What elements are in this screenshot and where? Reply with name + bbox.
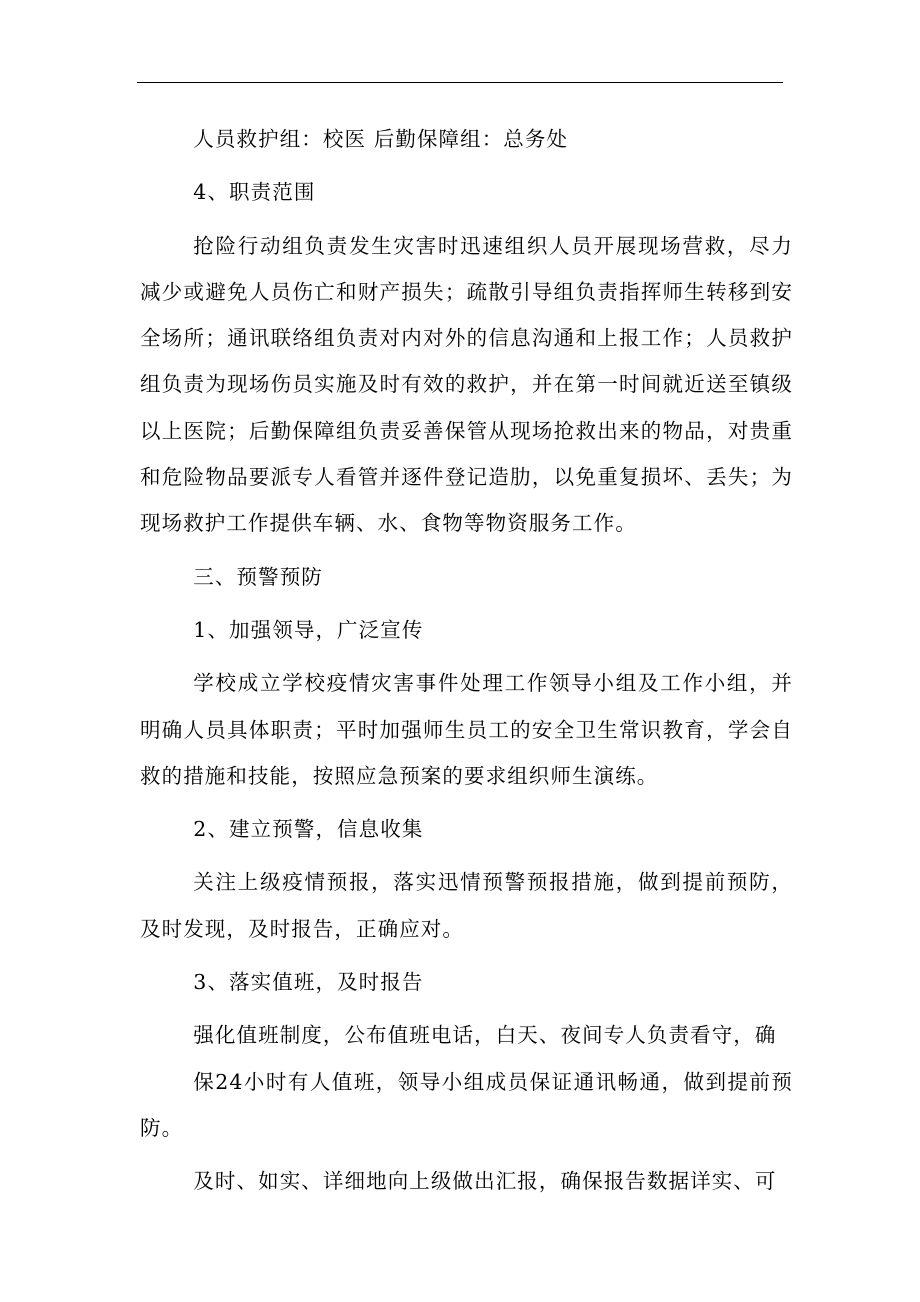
- paragraph-duty-system-line-2: 保24小时有人值班，领导小组成员保证通讯畅通，做到提前预防。: [140, 1069, 793, 1140]
- heading-duty-reporting: 3、落实值班，及时报告: [193, 970, 424, 995]
- paragraph-rescue-and-logistics: 人员救护组：校医 后勤保障组：总务处: [193, 127, 569, 151]
- paragraph-duty-system-line-1: 强化值班制度，公布值班电话，白天、夜间专人负责看守，确: [193, 1023, 777, 1048]
- heading-warning-information: 2、建立预警，信息收集: [193, 817, 424, 842]
- heading-leadership-publicity: 1、加强领导，广泛宣传: [193, 617, 424, 642]
- paragraph-responsibilities: 抢险行动组负责发生灾害时迅速组织人员开展现场营救，尽力减少或避免人员伤亡和财产损失；疏散引导组负责指挥师生转移到安全场所；通讯联络组负责对内对外的信息沟通和上报工作；人员救护组负责为现场伤员实施及时有效的救护，并在第一时间就近送至镇级以上医院；后勤保障组负责妥善保管从现场抢救出来的物品，对贵重和危险物品要派专人看管并逐件登记造肋，以免重复损坏、丢失；为现场救护工作提供车辆、水、食物等物资服务工作。: [140, 233, 793, 536]
- document-body: [140, 116, 793, 1205]
- paragraph-leadership-publicity: 学校成立学校疫情灾害事件处理工作领导小组及工作小组，并明确人员具体职责；平时加强师生员工的安全卫生常识教育，学会自救的措施和技能，按照应急预案的要求组织师生演练。: [140, 671, 793, 788]
- paragraph-reporting-requirement: 及时、如实、详细地向上级做出汇报，确保报告数据详实、可: [193, 1169, 777, 1194]
- heading-early-warning: 三、预警预防: [193, 564, 323, 589]
- heading-responsibilities: 4、职责范围: [193, 180, 316, 205]
- header-rule: [137, 82, 783, 83]
- paragraph-warning-information: 关注上级疫情预报，落实迅情预警预报措施，做到提前预防，及时发现，及时报告，正确应对。: [140, 870, 793, 941]
